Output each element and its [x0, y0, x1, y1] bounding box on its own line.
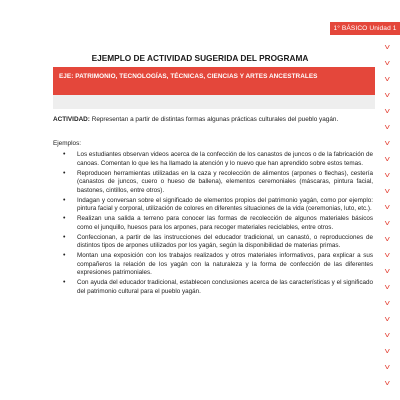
- list-item: • Con ayuda del educador tradicional, establecen conclusiones acerca de las características y el significado del patrimonio cultural para el pueblo yagán.: [53, 279, 373, 296]
- chevron-down-icon: ˅: [383, 235, 391, 244]
- chevron-down-icon: ˅: [383, 363, 391, 372]
- chevron-down-icon: ˅: [383, 379, 391, 388]
- chevron-down-icon: ˅: [383, 43, 391, 52]
- examples-label: Ejemplos:: [53, 140, 82, 147]
- chevron-column: [382, 44, 392, 400]
- chevron-down-icon: ˅: [383, 107, 391, 116]
- list-item: • Indagan y conversan sobre el significado de elementos propios del patrimonio yagán, como por ejemplo: pintura facial y corporal, utilización de colores en diferentes situaciones de la vida (ceremonias, luto, etc.).: [53, 197, 373, 214]
- chevron-down-icon: ˅: [383, 299, 391, 308]
- chevron-down-icon: ˅: [383, 347, 391, 356]
- chevron-down-icon: ˅: [383, 251, 391, 260]
- chevron-down-icon: ˅: [383, 203, 391, 212]
- chevron-down-icon: ˅: [383, 331, 391, 340]
- chevron-down-icon: ˅: [383, 283, 391, 292]
- activity-statement: [53, 116, 374, 124]
- examples-list: [53, 151, 373, 298]
- list-item: • Confeccionan, a partir de las instrucciones del educador tradicional, un canastó, o reproducciones de distintos tipos de arpones utilizados por los yagán, según la disponibilidad de materias primas.: [53, 234, 373, 251]
- chevron-down-icon: ˅: [383, 219, 391, 228]
- chevron-down-icon: ˅: [383, 187, 391, 196]
- chevron-down-icon: ˅: [383, 139, 391, 148]
- axis-strip: [53, 95, 375, 109]
- chevron-down-icon: ˅: [383, 75, 391, 84]
- chevron-down-icon: ˅: [383, 315, 391, 324]
- list-item: • Realizan una salida a terreno para conocer las formas de recolección de algunos materiales básicos como el junquillo, huesos para los arpones, para recoger materiales reciclables, entre otros.: [53, 215, 373, 232]
- chevron-down-icon: ˅: [383, 123, 391, 132]
- list-item: • Los estudiantes observan videos acerca de la confección de los canastos de juncos o de la fabricación de canoas. Comentan lo que les ha llamado la atención y lo nuevo que han aprendido sobre estos temas.: [53, 151, 373, 168]
- axis-label: EJE: PATRIMONIO, TECNOLOGÍAS, TÉCNICAS, CIENCIAS Y ARTES ANCESTRALES: [59, 73, 318, 80]
- axis-banner: [53, 67, 375, 95]
- list-item: • Reproducen herramientas utilizadas en la caza y recolección de alimentos (arpones o flechas), cestería (canastos de juncos, cuero o hueso de ballena), elementos ceremoniales (máscaras, pintura facial, bastones, cintillos, entre otros).: [53, 170, 373, 196]
- chevron-down-icon: ˅: [383, 91, 391, 100]
- page-title: EJEMPLO DE ACTIVIDAD SUGERIDA DEL PROGRAMA: [91, 53, 309, 63]
- chevron-down-icon: ˅: [383, 267, 391, 276]
- activity-label: ACTIVIDAD:: [53, 116, 90, 123]
- unit-tab: 1° BÁSICO Unidad 1: [330, 22, 400, 35]
- list-item: • Montan una exposición con los trabajos realizados y otros materiales informativos, para explicar a sus compañeros la relación de los yagán con la naturaleza y la forma de confección de las diferentes expresiones patrimoniales.: [53, 252, 373, 278]
- chevron-down-icon: ˅: [383, 59, 391, 68]
- chevron-down-icon: ˅: [383, 171, 391, 180]
- activity-text: Representan a partir de distintas formas algunas prácticas culturales del pueblo yagán.: [89, 116, 339, 123]
- chevron-down-icon: ˅: [383, 155, 391, 164]
